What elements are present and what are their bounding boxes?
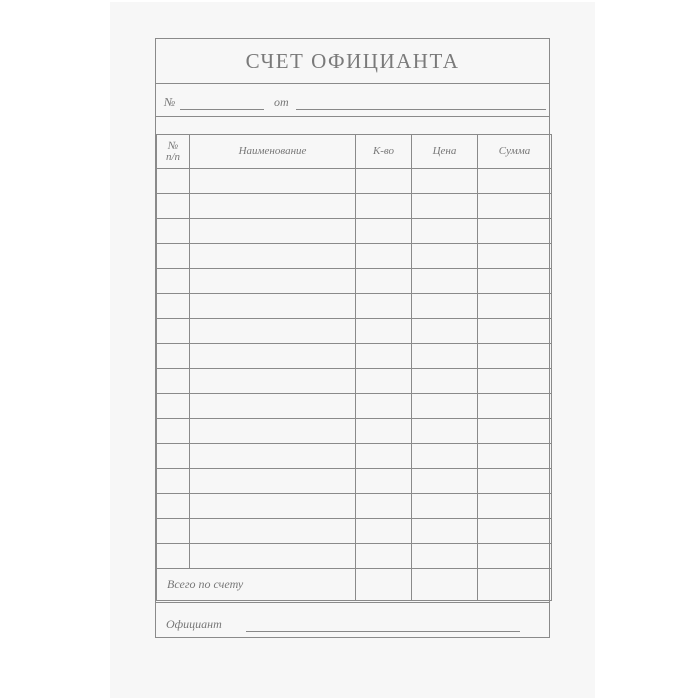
item-name-cell[interactable] xyxy=(190,444,356,469)
total-label: Всего по счету xyxy=(157,569,356,601)
item-name-cell[interactable] xyxy=(190,494,356,519)
item-name-cell[interactable] xyxy=(190,219,356,244)
item-qty-cell[interactable] xyxy=(356,419,412,444)
item-price-cell[interactable] xyxy=(412,319,478,344)
item-sum-cell[interactable] xyxy=(478,469,552,494)
item-num-cell[interactable] xyxy=(157,294,190,319)
item-sum-cell[interactable] xyxy=(478,319,552,344)
waiter-signature-field[interactable] xyxy=(246,631,520,632)
item-price-cell[interactable] xyxy=(412,544,478,569)
item-name-cell[interactable] xyxy=(190,269,356,294)
col-header-price: Цена xyxy=(412,135,478,169)
item-num-cell[interactable] xyxy=(157,544,190,569)
item-qty-cell[interactable] xyxy=(356,244,412,269)
table-header-row xyxy=(157,135,552,169)
total-row xyxy=(157,569,552,601)
item-price-cell[interactable] xyxy=(412,394,478,419)
table-row xyxy=(157,319,552,344)
item-name-cell[interactable] xyxy=(190,519,356,544)
item-qty-cell[interactable] xyxy=(356,544,412,569)
item-num-cell[interactable] xyxy=(157,219,190,244)
item-name-cell[interactable] xyxy=(190,169,356,194)
item-price-cell[interactable] xyxy=(412,369,478,394)
item-num-cell[interactable] xyxy=(157,444,190,469)
table-row xyxy=(157,294,552,319)
item-qty-cell[interactable] xyxy=(356,219,412,244)
col-header-name: Наименование xyxy=(190,135,356,169)
waiter-row xyxy=(156,602,549,638)
item-sum-cell[interactable] xyxy=(478,519,552,544)
item-num-cell[interactable] xyxy=(157,369,190,394)
item-name-cell[interactable] xyxy=(190,294,356,319)
table-row xyxy=(157,444,552,469)
total-qty-cell[interactable] xyxy=(356,569,412,601)
item-name-cell[interactable] xyxy=(190,319,356,344)
items-table xyxy=(156,134,552,601)
item-qty-cell[interactable] xyxy=(356,494,412,519)
table-row xyxy=(157,369,552,394)
item-num-cell[interactable] xyxy=(157,469,190,494)
item-price-cell[interactable] xyxy=(412,419,478,444)
item-price-cell[interactable] xyxy=(412,244,478,269)
item-num-cell[interactable] xyxy=(157,319,190,344)
item-num-cell[interactable] xyxy=(157,494,190,519)
item-sum-cell[interactable] xyxy=(478,394,552,419)
item-name-cell[interactable] xyxy=(190,369,356,394)
item-name-cell[interactable] xyxy=(190,344,356,369)
item-sum-cell[interactable] xyxy=(478,269,552,294)
item-qty-cell[interactable] xyxy=(356,194,412,219)
date-field[interactable] xyxy=(296,109,546,110)
total-price-cell[interactable] xyxy=(412,569,478,601)
item-qty-cell[interactable] xyxy=(356,294,412,319)
item-qty-cell[interactable] xyxy=(356,344,412,369)
table-row xyxy=(157,344,552,369)
table-row xyxy=(157,394,552,419)
table-row xyxy=(157,494,552,519)
item-price-cell[interactable] xyxy=(412,344,478,369)
col-header-num: № п/п xyxy=(157,135,190,169)
waiter-bill-form xyxy=(155,38,550,638)
item-sum-cell[interactable] xyxy=(478,219,552,244)
item-price-cell[interactable] xyxy=(412,294,478,319)
item-num-cell[interactable] xyxy=(157,194,190,219)
item-num-cell[interactable] xyxy=(157,344,190,369)
table-row xyxy=(157,469,552,494)
item-num-cell[interactable] xyxy=(157,169,190,194)
item-sum-cell[interactable] xyxy=(478,369,552,394)
item-price-cell[interactable] xyxy=(412,194,478,219)
number-field[interactable] xyxy=(180,109,264,110)
item-qty-cell[interactable] xyxy=(356,519,412,544)
table-row xyxy=(157,269,552,294)
item-qty-cell[interactable] xyxy=(356,369,412,394)
item-num-cell[interactable] xyxy=(157,519,190,544)
item-price-cell[interactable] xyxy=(412,444,478,469)
item-price-cell[interactable] xyxy=(412,494,478,519)
total-sum-cell[interactable] xyxy=(478,569,552,601)
table-row xyxy=(157,419,552,444)
item-sum-cell[interactable] xyxy=(478,444,552,469)
item-sum-cell[interactable] xyxy=(478,294,552,319)
item-qty-cell[interactable] xyxy=(356,444,412,469)
item-price-cell[interactable] xyxy=(412,169,478,194)
table-row xyxy=(157,519,552,544)
item-sum-cell[interactable] xyxy=(478,494,552,519)
item-name-cell[interactable] xyxy=(190,419,356,444)
item-name-cell[interactable] xyxy=(190,469,356,494)
item-sum-cell[interactable] xyxy=(478,244,552,269)
item-qty-cell[interactable] xyxy=(356,269,412,294)
table-row xyxy=(157,169,552,194)
table-row xyxy=(157,244,552,269)
number-label: № xyxy=(164,95,176,109)
item-price-cell[interactable] xyxy=(412,269,478,294)
waiter-label: Официант xyxy=(166,617,222,631)
col-header-qty: К-во xyxy=(356,135,412,169)
item-name-cell[interactable] xyxy=(190,194,356,219)
item-qty-cell[interactable] xyxy=(356,169,412,194)
table-row xyxy=(157,544,552,569)
date-label: от xyxy=(274,95,289,109)
item-price-cell[interactable] xyxy=(412,469,478,494)
item-name-cell[interactable] xyxy=(190,394,356,419)
item-qty-cell[interactable] xyxy=(356,469,412,494)
item-sum-cell[interactable] xyxy=(478,169,552,194)
item-qty-cell[interactable] xyxy=(356,394,412,419)
item-sum-cell[interactable] xyxy=(478,544,552,569)
item-name-cell[interactable] xyxy=(190,244,356,269)
table-row xyxy=(157,194,552,219)
col-header-sum: Сумма xyxy=(478,135,552,169)
item-num-cell[interactable] xyxy=(157,269,190,294)
table-row xyxy=(157,219,552,244)
item-sum-cell[interactable] xyxy=(478,419,552,444)
item-num-cell[interactable] xyxy=(157,394,190,419)
item-sum-cell[interactable] xyxy=(478,344,552,369)
item-price-cell[interactable] xyxy=(412,519,478,544)
form-title: СЧЕТ ОФИЦИАНТА xyxy=(156,39,549,84)
item-name-cell[interactable] xyxy=(190,544,356,569)
bill-number-row xyxy=(156,84,549,117)
item-sum-cell[interactable] xyxy=(478,194,552,219)
item-qty-cell[interactable] xyxy=(356,319,412,344)
item-num-cell[interactable] xyxy=(157,419,190,444)
item-price-cell[interactable] xyxy=(412,219,478,244)
item-num-cell[interactable] xyxy=(157,244,190,269)
